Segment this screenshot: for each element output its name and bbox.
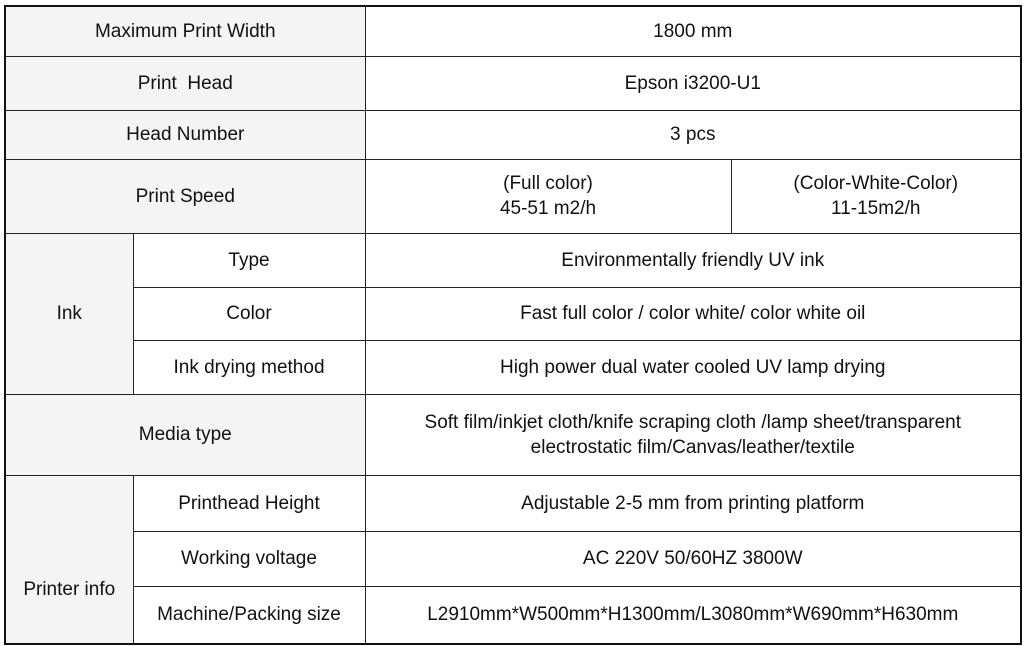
print-head-value: Epson i3200-U1 — [365, 56, 1021, 110]
ink-type-label: Type — [133, 233, 365, 287]
print-speed-color-white-color — [731, 159, 1021, 233]
print-speed-label: Print Speed — [5, 159, 365, 233]
media-type-line-2: electrostatic film/Canvas/leather/textile — [530, 436, 855, 458]
table-row — [5, 394, 1021, 475]
head-number-value: 3 pcs — [365, 110, 1021, 159]
table-row — [5, 586, 1021, 644]
printhead-height-value: Adjustable 2-5 mm from printing platform — [365, 475, 1021, 531]
media-type-line-1: Soft film/inkjet cloth/knife scraping cloth /lamp sheet/transparent — [424, 411, 961, 433]
table-row — [5, 233, 1021, 287]
table-row — [5, 56, 1021, 110]
cwc-mode: (Color-White-Color) — [793, 173, 959, 194]
spec-table — [4, 5, 1022, 645]
table-row — [5, 340, 1021, 394]
media-type-label: Media type — [5, 394, 365, 475]
cwc-speed: 11-15m2/h — [831, 198, 921, 219]
full-color-speed: 45-51 m2/h — [499, 198, 597, 219]
table-row — [5, 6, 1021, 56]
max-print-width-label: Maximum Print Width — [5, 6, 365, 56]
table-row — [5, 475, 1021, 531]
table-row — [5, 110, 1021, 159]
machine-size-value: L2910mm*W500mm*H1300mm/L3080mm*W690mm*H630mm — [365, 586, 1021, 644]
printer-info-label: Printer info — [5, 475, 133, 644]
ink-color-label: Color — [133, 287, 365, 340]
ink-group-label: Ink — [5, 233, 133, 394]
ink-drying-label: Ink drying method — [133, 340, 365, 394]
head-number-label: Head Number — [5, 110, 365, 159]
table-row — [5, 159, 1021, 233]
print-head-label: Print Head — [5, 56, 365, 110]
machine-size-label: Machine/Packing size — [133, 586, 365, 644]
max-print-width-value: 1800 mm — [365, 6, 1021, 56]
table-row — [5, 531, 1021, 586]
printhead-height-label: Printhead Height — [133, 475, 365, 531]
media-type-value — [365, 394, 1021, 475]
print-speed-full-color — [365, 159, 731, 233]
working-voltage-label: Working voltage — [133, 531, 365, 586]
ink-drying-value: High power dual water cooled UV lamp drying — [365, 340, 1021, 394]
table-row — [5, 287, 1021, 340]
working-voltage-value: AC 220V 50/60HZ 3800W — [365, 531, 1021, 586]
full-color-mode: (Full color) — [503, 173, 593, 194]
ink-type-value: Environmentally friendly UV ink — [365, 233, 1021, 287]
ink-color-value: Fast full color / color white/ color white oil — [365, 287, 1021, 340]
